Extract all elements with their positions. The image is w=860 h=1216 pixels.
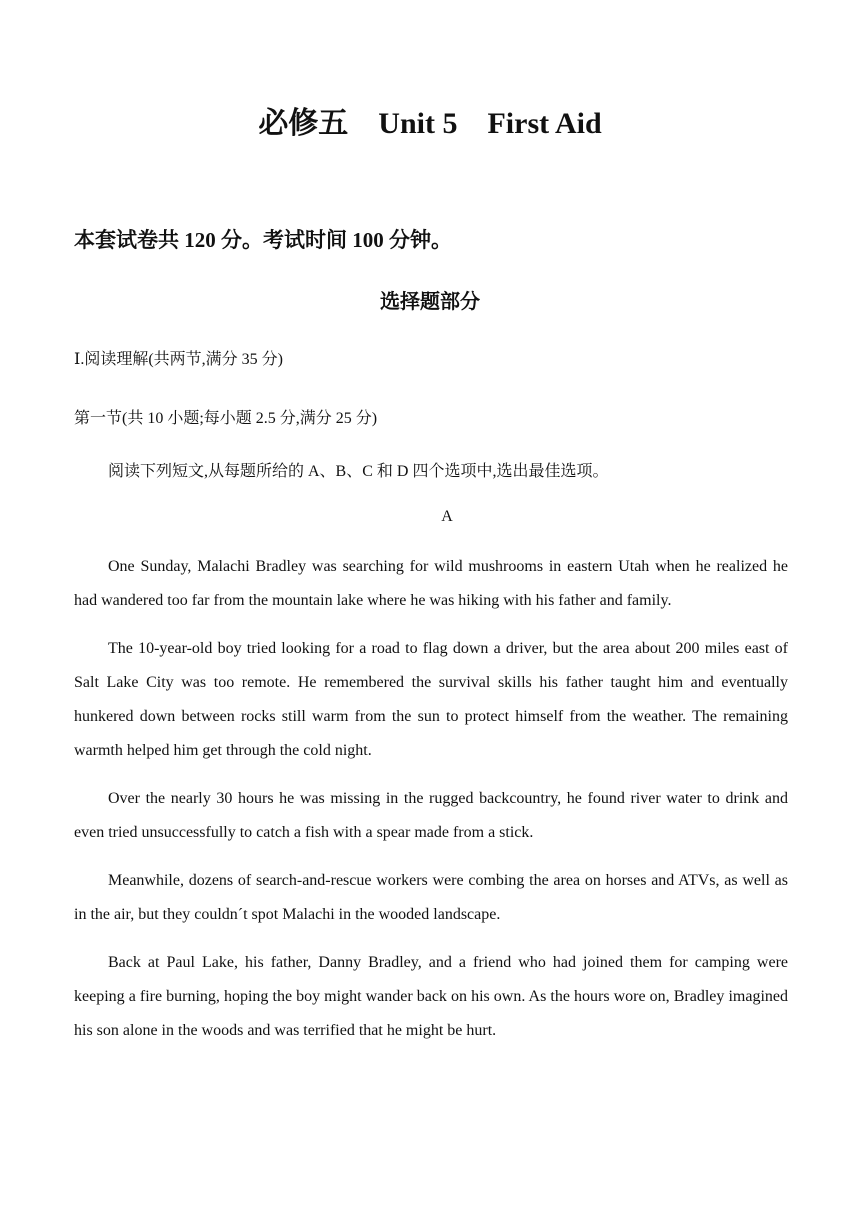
exam-info: 本套试卷共 120 分。考试时间 100 分钟。 (74, 228, 452, 252)
document-title: 必修五 Unit 5 First Aid (258, 107, 602, 140)
passage-paragraph: Back at Paul Lake, his father, Danny Bradley, and a friend who had joined them for camping were keeping a fire burning, hoping the boy might wander back on his own. As the hours wore on, Bradley imagined his son alone in the woods and was terrified that he might be hurt. (74, 954, 788, 1039)
part-title: Ⅰ.阅读理解(共两节,满分 35 分) (74, 351, 283, 368)
passage-paragraph: One Sunday, Malachi Bradley was searching for wild mushrooms in eastern Utah when he realized he had wandered too far from the mountain lake where he was hiking with his father and family. (74, 558, 788, 609)
passage-label: A (441, 508, 453, 525)
section-heading: 选择题部分 (380, 289, 480, 313)
passage-paragraph: Meanwhile, dozens of search-and-rescue workers were combing the area on horses and ATVs, as well as in the air, but they couldn´t spot Malachi in the wooded landscape. (74, 872, 788, 923)
passage-body (74, 550, 788, 1062)
passage-paragraph: The 10-year-old boy tried looking for a road to flag down a driver, but the area about 200 miles east of Salt Lake City was too remote. He remembered the survival skills his father taught him and eventually hunkered down between rocks still warm from the sun to protect himself from the weather. The remaining warmth helped him get through the cold night. (74, 640, 788, 759)
sub-section-title: 第一节(共 10 小题;每小题 2.5 分,满分 25 分) (74, 410, 378, 427)
instruction-text: 阅读下列短文,从每题所给的 A、B、C 和 D 四个选项中,选出最佳选项。 (108, 463, 609, 480)
passage-paragraph: Over the nearly 30 hours he was missing in the rugged backcountry, he found river water to drink and even tried unsuccessfully to catch a fish with a spear made from a stick. (74, 790, 788, 841)
